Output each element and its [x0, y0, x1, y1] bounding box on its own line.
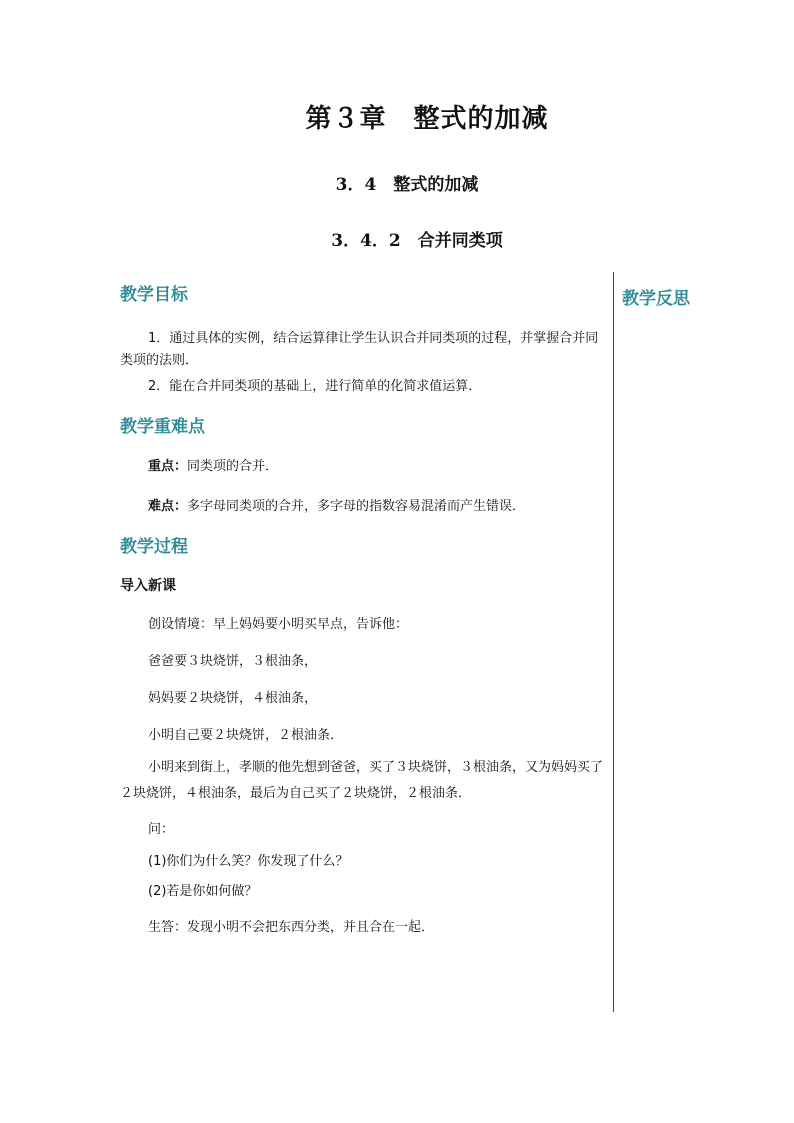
process-heading: 教学过程 — [120, 537, 188, 557]
self-line: 小明自己要２块烧饼，２根油条． — [148, 728, 344, 743]
focus-line — [120, 456, 608, 478]
subsection-title: 3．4．2 合并同类项 — [331, 231, 503, 251]
question-2: (2)若是你如何做？ — [148, 884, 258, 899]
keypoints-heading: 教学重难点 — [120, 417, 205, 437]
story-text: 小明来到街上，孝顺的他先想到爸爸，买了３块烧饼，３根油条，又为妈妈买了２块烧饼，４根油条，最后为自己买了２块烧饼，２根油条． — [120, 760, 604, 801]
question-1: (1)你们为什么笑？你发现了什么？ — [148, 854, 349, 869]
column-divider — [613, 272, 614, 1012]
chapter-title: 第３章 整式的加减 — [305, 104, 549, 134]
difficulty-line — [120, 496, 608, 518]
goals-heading: 教学目标 — [120, 285, 188, 305]
goal-item-1: 1．通过具体的实例，结合运算律让学生认识合并同类项的过程，并掌握合并同类项的法则． — [120, 331, 599, 368]
student-answer: 生答：发现小明不会把东西分类，并且合在一起． — [148, 920, 435, 935]
section-title: 3．4 整式的加减 — [335, 175, 479, 195]
scenario-text: 创设情境：早上妈妈要小明买早点，告诉他： — [148, 617, 409, 632]
intro-heading: 导入新课 — [120, 578, 176, 594]
difficulty-text: 多字母同类项的合并，多字母的指数容易混淆而产生错误． — [187, 499, 526, 514]
dad-line: 爸爸要３块烧饼，３根油条， — [148, 654, 318, 669]
reflection-heading: 教学反思 — [622, 289, 690, 309]
focus-text: 同类项的合并． — [187, 459, 279, 474]
difficulty-label: 难点： — [148, 499, 188, 514]
main-column — [120, 284, 608, 939]
ask-label: 问： — [148, 822, 175, 837]
goal-item-2: 2．能在合并同类项的基础上，进行简单的化简求值运算． — [148, 379, 482, 394]
mom-line: 妈妈要２块烧饼，４根油条， — [148, 691, 318, 706]
focus-label: 重点： — [148, 459, 188, 474]
